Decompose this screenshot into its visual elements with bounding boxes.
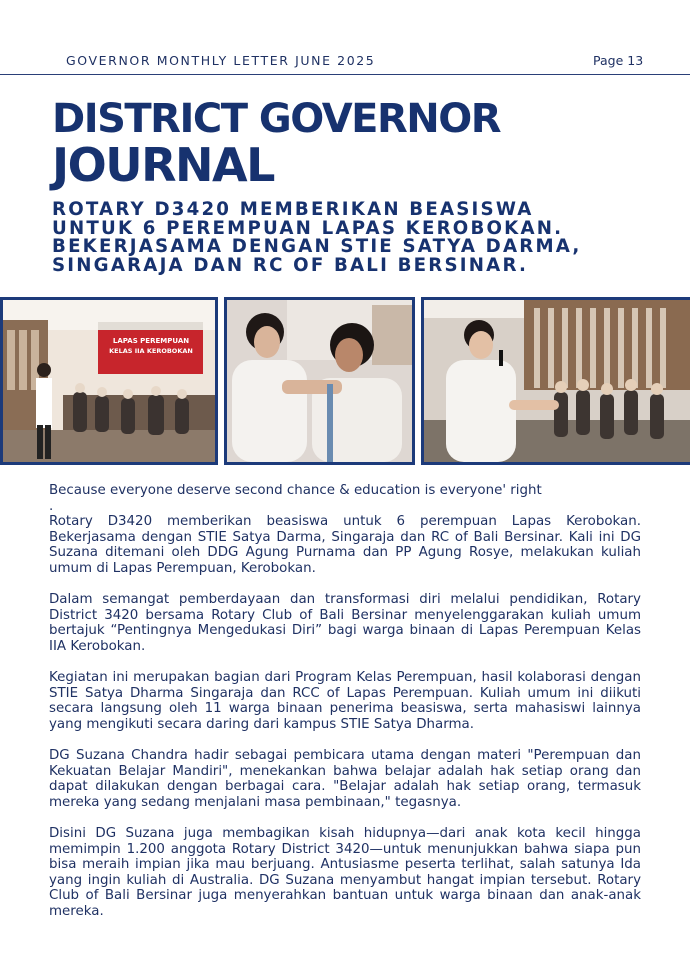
photo-scholarship-handover: [224, 297, 415, 465]
paragraph-4: DG Suzana Chandra hadir sebagai pembicara utama dengan materi "Perempuan dan Kekuatan Belajar Mandiri", menekankan bahwa belajar adalah hak setiap orang dan dapat dilakukan dengan berbagai cara. "Belajar adalah hak setiap orang, termasuk mereka yang sedang menjalani masa pembinaan," tegasnya.: [49, 748, 641, 810]
headline-line2: UNTUK 6 PEREMPUAN LAPAS KEROBOKAN.: [52, 217, 564, 239]
speaker-lecture-image: [424, 300, 690, 462]
headline-line4: SINGARAJA DAN RC OF BALI BERSINAR.: [52, 254, 529, 276]
photo-lecture-hall: [0, 297, 218, 465]
article-headline: [52, 201, 682, 275]
page-number: Page 13: [593, 53, 644, 68]
lead-sentence: Because everyone deserve second chance & education is everyone' right: [49, 483, 542, 498]
paragraph-1: Rotary D3420 memberikan beasiswa untuk 6 perempuan Lapas Kerobokan. Bekerjasama dengan STIE Satya Darma, Singaraja dan RC of Bali Bersinar. Kali ini DG Suzana ditemani oleh DDG Agung Purnama dan PP Agung Rosye, melakukan kuliah umum di Lapas Perempuan, Kerobokan.: [49, 514, 641, 576]
paragraph-3: Kegiatan ini merupakan bagian dari Program Kelas Perempuan, hasil kolaborasi dengan STIE Satya Dharma Singaraja dan RCC of Lapas Perempuan. Kuliah umum ini diikuti secara langsung oleh 11 warga binaan penerima beasiswa, serta mahasiswi lainnya yang mengikuti secara daring dari kampus STIE Satya Dharma.: [49, 670, 641, 732]
banner-text-line2: KELAS IIA KEROBOKAN: [109, 347, 193, 355]
banner-text-line1: LAPAS PEREMPUAN: [112, 337, 190, 345]
article-body: [49, 483, 641, 935]
newsletter-title: GOVERNOR MONTHLY LETTER JUNE 2025: [66, 53, 376, 68]
lecture-hall-image: [3, 300, 215, 462]
headline-line3: BEKERJASAMA DENGAN STIE SATYA DARMA,: [52, 236, 582, 257]
journal-title-line1: DISTRICT GOVERNOR: [52, 96, 501, 142]
lead-dot: .: [49, 498, 54, 514]
photo-speaker-lecture: [421, 297, 690, 465]
scholarship-handover-image: [227, 300, 412, 462]
journal-title-line2: JOURNAL: [52, 138, 274, 192]
page-header: [0, 0, 690, 75]
paragraph-2: Dalam semangat pemberdayaan dan transformasi diri melalui pendidikan, Rotary District 3420 bersama Rotary Club of Bali Bersinar menyelenggarakan kuliah umum bertajuk “Pentingnya Mengedukasi Diri” bagi warga binaan di Lapas Perempuan Kelas IIA Kerobokan.: [49, 592, 641, 654]
paragraph-5: Disini DG Suzana juga membagikan kisah hidupnya—dari anak kota kecil hingga memimpin 1.200 anggota Rotary District 3420—untuk menunjukkan bahwa siapa pun bisa meraih impian jika mau berjuang. Antusiasme peserta terlihat, salah satunya Ida yang ingin kuliah di Australia. DG Suzana menyambut hangat impian tersebut. Rotary Club of Bali Bersinar juga menyerahkan bantuan untuk warga binaan dan anak-anak mereka.: [49, 826, 641, 920]
headline-line1: ROTARY D3420 MEMBERIKAN BEASISWA: [52, 199, 534, 220]
